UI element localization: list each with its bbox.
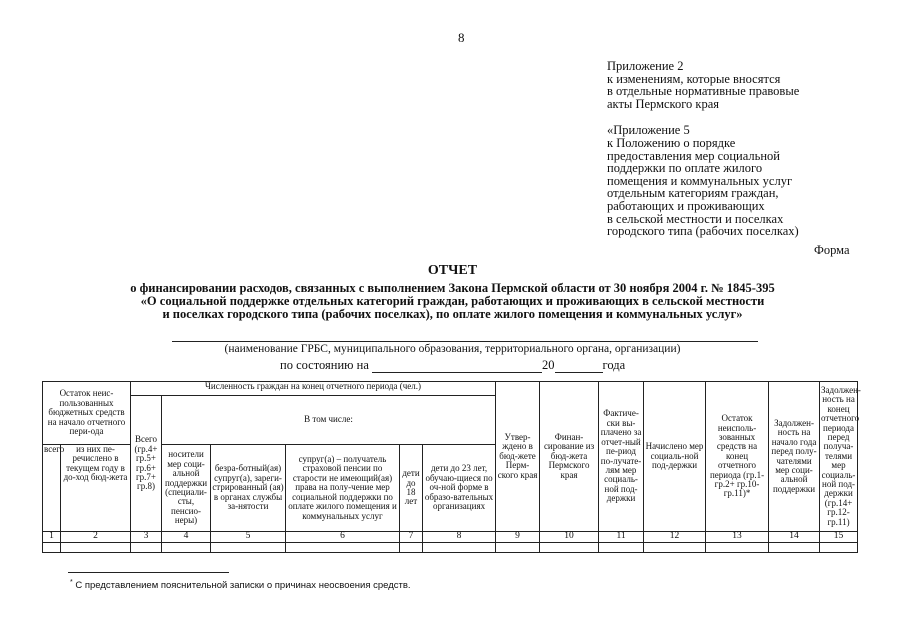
report-table [42,381,861,553]
appendix-subline: «Приложение 5 [607,123,690,138]
column-number: 13 [706,532,769,543]
data-cell[interactable] [644,543,706,553]
column-number: 5 [211,532,286,543]
appendix-subline: работающих и проживающих [607,198,765,213]
data-cell[interactable] [61,543,131,553]
appendix-line: в отдельные нормативные правовые [607,84,800,99]
footnote-divider [68,572,229,573]
header-end-remainder: Остаток неисполь-зованных средств на конец отчетного периода (гр.1- гр.2+ гр.10- гр.11)* [706,382,769,532]
report-date-row [280,358,625,373]
data-cell[interactable] [769,543,820,553]
state-prefix: по состоянию на [280,358,369,372]
column-number: 8 [423,532,496,543]
appendix-line: к изменениям, которые вносятся [607,71,781,86]
appendix-subline: поддержки по оплате жилого [607,161,763,176]
data-cell[interactable] [496,543,540,553]
data-cell[interactable] [400,543,423,553]
appendix-subline: в сельской местности и поселках [607,211,784,226]
appendix-subline: отдельным категориям граждан, [607,186,779,201]
data-cell[interactable] [599,543,644,553]
data-cell[interactable] [162,543,211,553]
column-number: 14 [769,532,820,543]
header-transferred: из них пе-речислено в текущем году в до-ход бюд-жета [61,445,131,532]
date-field[interactable] [372,361,542,373]
appendix-line: акты Пермского края [607,96,720,111]
subtitle-line: о финансировании расходов, связанных с выполнением Закона Пермской области от 30 ноября 2004 г. № 1845-395 [130,281,775,295]
data-cell[interactable] [540,543,599,553]
column-number: 11 [599,532,644,543]
data-cell[interactable] [820,543,858,553]
header-debt-end: Задолжен-ность на конец отчетного периода перед получа-телями мер социаль-ной под-держки (гр.14+ гр.12- гр.11) [820,382,858,532]
header-holders: носители мер соци-альной поддержки (специали-сты, пенсио-неры) [162,445,211,532]
report-subtitle [0,282,905,322]
appendix-subline: к Положению о порядке [607,135,736,150]
report-title: ОТЧЕТ [427,263,478,278]
header-children-18: дети до 18 лет [400,445,423,532]
header-all: всего [43,445,61,532]
data-cell[interactable] [423,543,496,553]
subtitle-line: и поселках городского типа (рабочих поселках), по оплате жилого помещения и коммунальных услуг» [162,307,743,322]
header-remainder: Остаток неис-пользованных бюджетных средств на начало отчетного пери-ода [43,382,131,445]
appendix-subline: городского типа (рабочих поселках) [607,224,799,239]
header-including: В том числе: [162,396,496,445]
header-unemployed-spouse: безра-ботный(ая) супруг(а), зареги-стрированный (ая) в органах службы за-нятости [211,445,286,532]
data-cell[interactable] [131,543,162,553]
form-label: Форма [814,243,850,257]
data-cell[interactable] [43,543,61,553]
column-number: 3 [131,532,162,543]
column-number: 4 [162,532,211,543]
appendix-subline: предоставления мер социальной [607,148,780,163]
column-number: 12 [644,532,706,543]
data-cell[interactable] [706,543,769,553]
column-number: 15 [820,532,858,543]
column-number: 7 [400,532,423,543]
header-debt-start: Задолжен-ность на начало года перед полу-чателями мер соци-альной поддержки [769,382,820,532]
column-number: 6 [286,532,400,543]
header-count: Численность граждан на конец отчетного периода (чел.) [131,382,496,396]
footnote-text: С представлением пояснительной записки о причинах неосвоения средств. [75,580,411,592]
header-accrued: Начислено мер социаль-ной под-держки [644,382,706,532]
footnote-mark: * [70,579,73,586]
column-number: 2 [61,532,131,543]
header-total: Всего (гр.4+ гр.5+ гр.6+ гр.7+ гр.8) [131,396,162,532]
header-financed: Финан-сирование из бюд-жета Пермского края [540,382,599,532]
state-suffix: года [602,358,626,372]
data-cell[interactable] [286,543,400,553]
org-caption: (наименование ГРБС, муниципального образования, территориального органа, организации) [224,343,681,355]
page-number: 8 [458,30,465,45]
header-pensioner-spouse: супруг(а) – получатель страховой пенсии по старости не имеющий(ая) права на полу-чение мер социальной поддержки по оплате жилого помещения и коммунальных услуг [286,445,400,532]
column-number: 10 [540,532,599,543]
state-year: 20 [542,358,555,372]
appendix-line: Приложение 2 [607,59,684,73]
column-number: 9 [496,532,540,543]
appendix-block [607,60,897,238]
appendix-subline: помещения и коммунальных услуг [607,173,793,188]
header-actual-paid: Фактиче-ски вы-плачено за отчет-ный пе-риод по-лучате-лям мер социаль-ной под-держки [599,382,644,532]
year-field[interactable] [555,361,603,373]
data-cell[interactable] [211,543,286,553]
footnote [70,579,411,591]
column-number: 1 [43,532,61,543]
header-children-23: дети до 23 лет, обучаю-щиеся по оч-ной форме в образо-вательных организациях [423,445,496,532]
header-approved: Утвер-ждено в бюд-жете Перм-ского края [496,382,540,532]
org-name-line[interactable] [172,341,758,342]
subtitle-line: «О социальной поддержке отдельных категорий граждан, работающих и проживающих в сельской местности [140,294,765,309]
